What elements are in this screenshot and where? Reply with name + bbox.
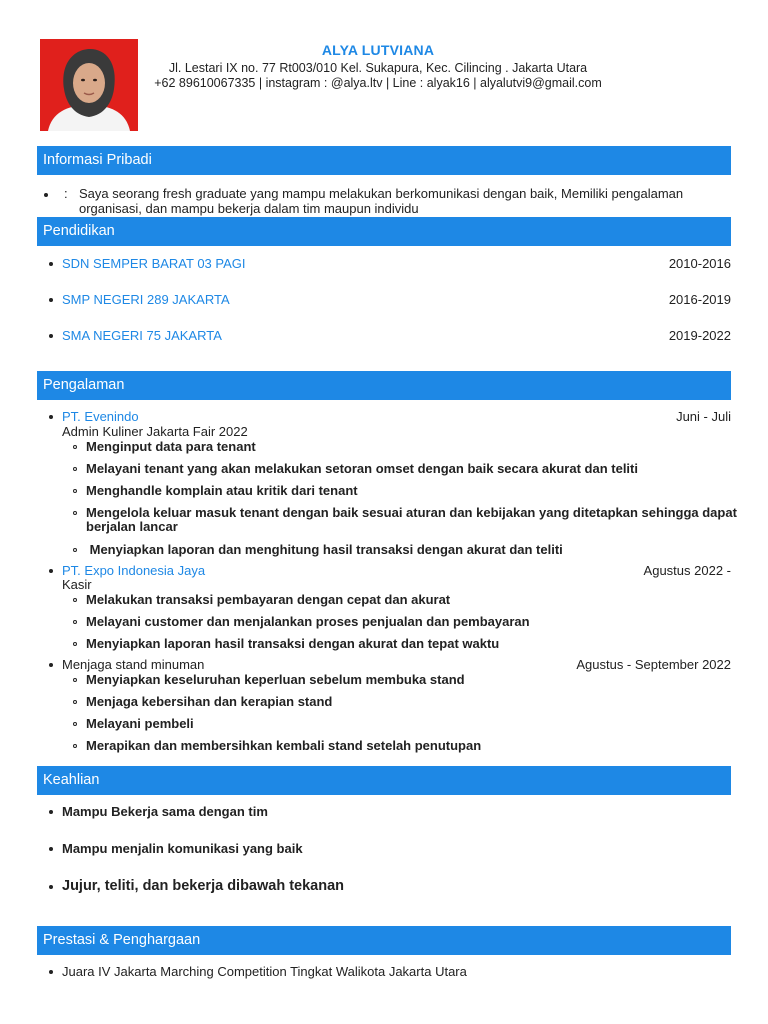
sub-bullet [73, 722, 77, 726]
personal-colon: : [64, 186, 68, 201]
job-task: Menyiapkan laporan dan menghitung hasil transaksi dengan akurat dan teliti [86, 542, 563, 557]
section-header-awards: Prestasi & Penghargaan [37, 926, 731, 955]
section-header-skills: Keahlian [37, 766, 731, 795]
contact-info: +62 89610067335 | instagram : @alya.ltv | Line : alyak16 | alyalutvi9@gmail.com [154, 76, 602, 90]
job-task: Melayani customer dan menjalankan proses penjualan dan pembayaran [86, 614, 530, 629]
job-task: Menginput data para tenant [86, 439, 256, 454]
job-period: Agustus 2022 - [643, 563, 731, 578]
profile-photo [40, 39, 138, 131]
job-company: PT. Expo Indonesia Jaya [62, 563, 206, 578]
job-role: Kasir [62, 577, 92, 592]
section-header-education: Pendidikan [37, 217, 731, 246]
job-company: Menjaga stand minuman [62, 657, 205, 672]
skill-item: Jujur, teliti, dan bekerja dibawah tekanan [62, 878, 345, 894]
education-school: SMA NEGERI 75 JAKARTA [62, 328, 222, 343]
education-school: SDN SEMPER BARAT 03 PAGI [62, 256, 246, 271]
header [138, 42, 618, 91]
address: Jl. Lestari IX no. 77 Rt003/010 Kel. Sukapura, Kec. Cilincing . Jakarta Utara [168, 61, 588, 75]
bullet [49, 415, 53, 419]
job-task: Menyiapkan laporan hasil transaksi dengan akurat dan tepat waktu [86, 636, 500, 651]
education-years: 2010-2016 [668, 256, 731, 271]
section-header-personal: Informasi Pribadi [37, 146, 731, 175]
job-task: Melayani pembeli [86, 716, 194, 731]
job-period: Agustus - September 2022 [576, 657, 731, 672]
job-task: Mengelola keluar masuk tenant dengan baik sesuai aturan dan kebijakan yang ditetapkan sehingga dapat [86, 505, 737, 520]
section-header-experience: Pengalaman [37, 371, 731, 400]
bullet [49, 334, 53, 338]
skill-item: Mampu menjalin komunikasi yang baik [62, 841, 303, 856]
skill-item: Mampu Bekerja sama dengan tim [62, 804, 268, 819]
sub-bullet [73, 744, 77, 748]
job-company: PT. Evenindo [62, 409, 139, 424]
education-school: SMP NEGERI 289 JAKARTA [62, 292, 230, 307]
bullet [49, 847, 53, 851]
sub-bullet [73, 467, 77, 471]
bullet [49, 885, 53, 889]
award-item: Juara IV Jakarta Marching Competition Tingkat Walikota Jakarta Utara [62, 964, 467, 979]
education-years: 2016-2019 [668, 292, 731, 307]
job-period: Juni - Juli [676, 409, 731, 424]
bullet [49, 569, 53, 573]
full-name: ALYA LUTVIANA [321, 42, 435, 58]
education-years: 2019-2022 [668, 328, 731, 343]
sub-bullet [73, 678, 77, 682]
sub-bullet [73, 642, 77, 646]
job-task: Melakukan transaksi pembayaran dengan cepat dan akurat [86, 592, 451, 607]
job-task: Menghandle komplain atau kritik dari tenant [86, 483, 358, 498]
bullet [49, 298, 53, 302]
sub-bullet [73, 598, 77, 602]
sub-bullet [73, 445, 77, 449]
job-task: Menyiapkan keseluruhan keperluan sebelum membuka stand [86, 672, 465, 687]
job-task: Menjaga kebersihan dan kerapian stand [86, 694, 333, 709]
sub-bullet [73, 548, 77, 552]
bullet [49, 262, 53, 266]
bullet [49, 810, 53, 814]
sub-bullet [73, 511, 77, 515]
bullet [49, 663, 53, 667]
bullet [44, 193, 48, 197]
bullet [49, 970, 53, 974]
sub-bullet [73, 620, 77, 624]
sub-bullet [73, 489, 77, 493]
job-role: Admin Kuliner Jakarta Fair 2022 [62, 424, 248, 439]
personal-summary-line2: organisasi, dan mampu bekerja dalam tim maupun individu [79, 201, 419, 216]
job-task: Merapikan dan membersihkan kembali stand setelah penutupan [86, 738, 482, 753]
sub-bullet [73, 700, 77, 704]
job-task-continuation: berjalan lancar [86, 519, 178, 534]
personal-summary-line1: Saya seorang fresh graduate yang mampu melakukan berkomunikasi dengan baik, Memiliki pengalaman [79, 186, 684, 201]
job-task: Melayani tenant yang akan melakukan setoran omset dengan baik secara akurat dan teliti [86, 461, 638, 476]
